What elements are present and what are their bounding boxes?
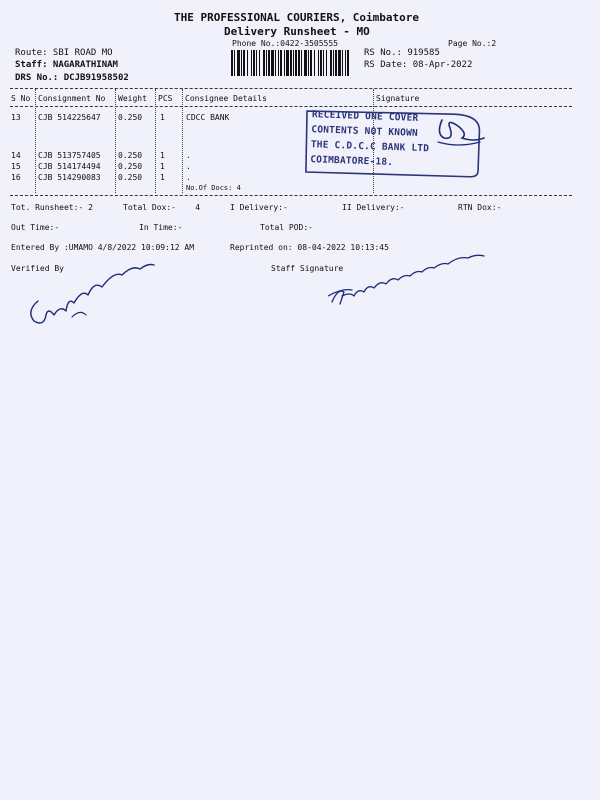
verifier-signature xyxy=(22,245,162,335)
row-consignee: . xyxy=(186,162,191,171)
col-header-sno: S No xyxy=(11,94,31,103)
row-pcs: 1 xyxy=(160,162,165,171)
document-title: Delivery Runsheet - MO xyxy=(224,25,370,38)
col-header-signature: Signature xyxy=(376,94,420,103)
stamp-line: RECEIVED ONE COVER xyxy=(311,109,419,124)
row-pcs: 1 xyxy=(160,173,165,182)
docs-count: No.Of Docs: 4 xyxy=(186,184,241,192)
row-pcs: 1 xyxy=(160,113,165,122)
col-header-weight: Weight xyxy=(118,94,147,103)
staff: Staff: NAGARATHINAM xyxy=(15,60,118,70)
row-weight: 0.250 xyxy=(118,162,143,171)
i-delivery: I Delivery:- xyxy=(230,203,288,212)
page-number: Page No.:2 xyxy=(448,39,497,48)
staff-signature xyxy=(328,248,488,312)
column-divider xyxy=(182,89,183,193)
company-name: THE PROFESSIONAL COURIERS, Coimbatore xyxy=(174,11,420,24)
ii-delivery: II Delivery:- xyxy=(342,203,405,212)
col-header-consignee: Consignee Details xyxy=(185,94,267,103)
col-header-pcs: PCS xyxy=(158,94,173,103)
drs-number: DRS No.: DCJB91958502 xyxy=(15,73,129,83)
row-consignee: CDCC BANK xyxy=(186,113,230,122)
column-divider xyxy=(115,89,116,193)
row-weight: 0.250 xyxy=(118,151,143,160)
divider xyxy=(10,88,572,89)
row-weight: 0.250 xyxy=(118,173,143,182)
row-consignee: . xyxy=(186,151,191,160)
row-sno: 16 xyxy=(11,173,21,182)
rs-number: RS No.: 919585 xyxy=(364,48,440,58)
in-time: In Time:- xyxy=(139,223,183,232)
entered-by: Entered By :UMAMO 4/8/2022 10:09:12 AM xyxy=(11,243,195,252)
row-pcs: 1 xyxy=(160,151,165,160)
total-dox: Total Dox:- 4 xyxy=(123,203,201,212)
column-divider xyxy=(155,89,156,193)
stamp-line: COIMBATORE-18. xyxy=(310,154,394,169)
barcode xyxy=(231,50,349,76)
phone-number: Phone No.:0422-3505555 xyxy=(232,39,338,48)
col-header-consignment: Consignment No xyxy=(38,94,106,103)
row-consignee: . xyxy=(186,173,191,182)
row-sno: 13 xyxy=(11,113,21,122)
stamp-line: THE C.D.C.C BANK LTD xyxy=(310,139,430,155)
row-sno: 14 xyxy=(11,151,21,160)
row-weight: 0.250 xyxy=(118,113,143,122)
divider xyxy=(10,106,572,107)
row-consignment: CJB 514174494 xyxy=(38,162,101,171)
reprinted-on: Reprinted on: 08-04-2022 10:13:45 xyxy=(230,243,389,252)
tot-runsheet: Tot. Runsheet:- 2 xyxy=(11,203,93,212)
route: Route: SBI ROAD MO xyxy=(15,48,113,58)
row-consignment: CJB 513757405 xyxy=(38,151,101,160)
rs-date: RS Date: 08-Apr-2022 xyxy=(364,60,473,70)
column-divider xyxy=(35,89,36,193)
stamp-line: CONTENTS NOT KNOWN xyxy=(311,124,419,139)
row-consignment: CJB 514290083 xyxy=(38,173,101,182)
rtn-dox: RTN Dox:- xyxy=(458,203,502,212)
row-consignment: CJB 514225647 xyxy=(38,113,101,122)
total-pod: Total POD:- xyxy=(260,223,313,232)
verified-by: Verified By xyxy=(11,264,64,273)
row-sno: 15 xyxy=(11,162,21,171)
staff-signature-label: Staff Signature xyxy=(271,264,344,273)
receiver-signature xyxy=(428,112,488,152)
divider xyxy=(10,195,572,196)
out-time: Out Time:- xyxy=(11,223,60,232)
